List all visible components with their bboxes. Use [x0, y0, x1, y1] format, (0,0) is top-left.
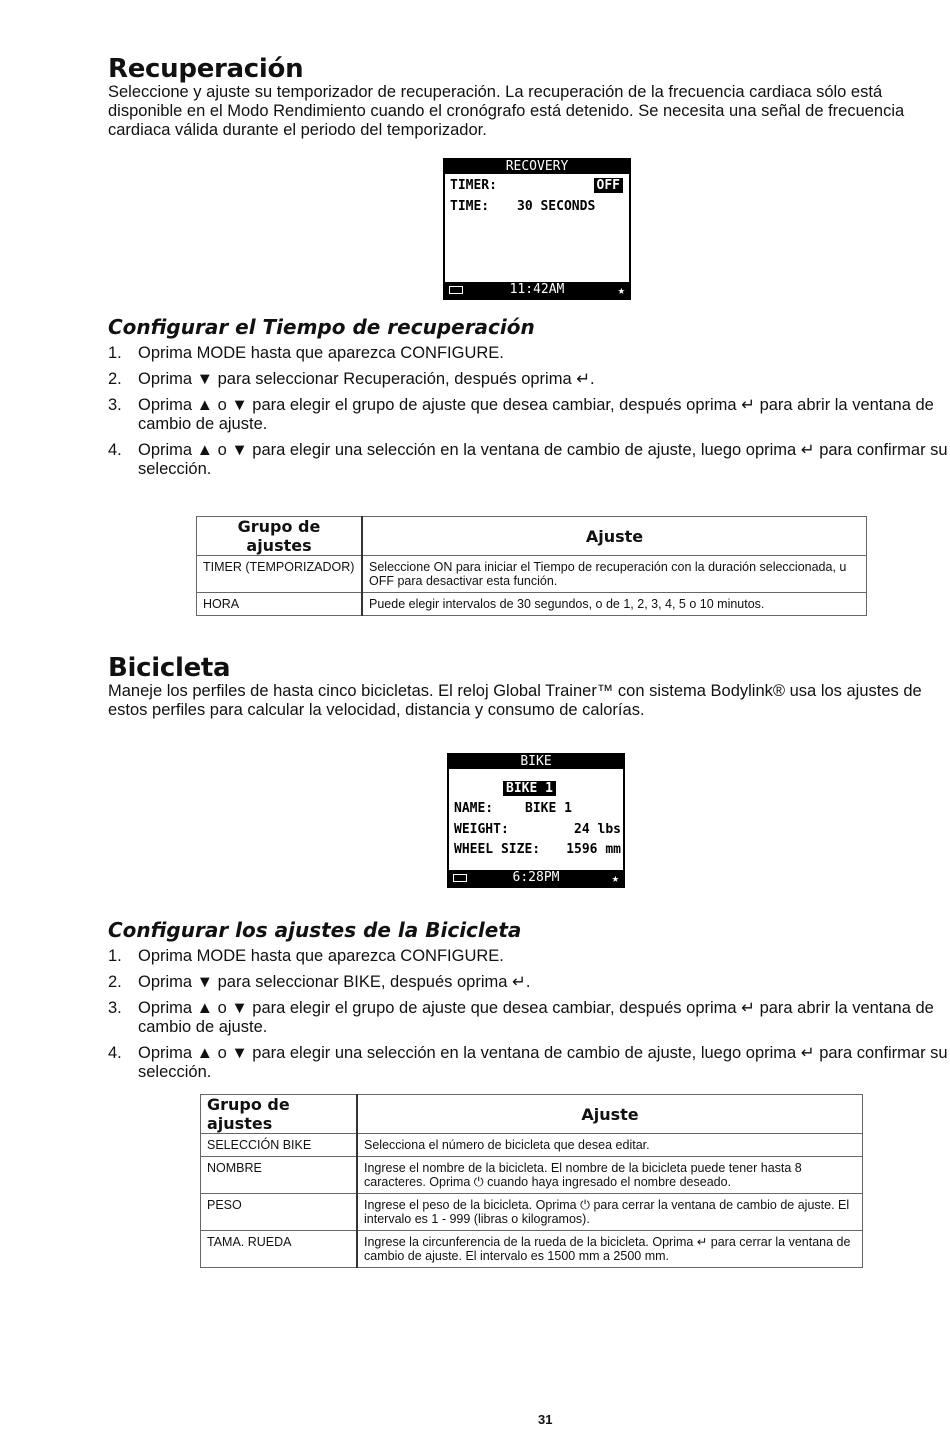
- recovery-clock: 11:42AM: [509, 282, 565, 297]
- recovery-settings-table: [196, 516, 867, 616]
- table-header-row: [197, 517, 867, 556]
- list-item: 3. Oprima ▲ o ▼ para elegir el grupo de ajuste que desea cambiar, después oprima ↵ para abrir la ventana de cambio de ajuste.: [108, 396, 934, 433]
- recovery-screen-header: RECOVERY: [445, 160, 629, 174]
- table-cell: HORA: [197, 593, 363, 616]
- runner-icon: ★: [617, 283, 625, 297]
- bike-clock: 6:28PM: [512, 870, 560, 885]
- bike-selected: BIKE 1: [503, 781, 556, 796]
- table-cell: Selecciona el número de bicicleta que desea editar.: [357, 1134, 863, 1157]
- table-row: [201, 1194, 863, 1231]
- recovery-steps: [108, 344, 948, 486]
- table-cell: Ingrese el peso de la bicicleta. Oprima ⏻ para cerrar la ventana de cambio de ajuste. El intervalo es 1 - 999 (libras o kilogramos).: [357, 1194, 863, 1231]
- table-row: [197, 556, 867, 593]
- table-row: [201, 1134, 863, 1157]
- table-cell: Puede elegir intervalos de 30 segundos, o de 1, 2, 3, 4, 5 o 10 minutos.: [362, 593, 867, 616]
- bike-screen: [447, 753, 625, 888]
- bike-steps: [108, 947, 948, 1089]
- list-item: 2. Oprima ▼ para seleccionar Recuperación, después oprima ↵.: [108, 370, 595, 388]
- recovery-intro: Seleccione y ajuste su temporizador de recuperación. La recuperación de la frecuencia cardiaca sólo está disponible en el Modo Rendimiento cuando el cronógrafo está detenido. Se necesita una señal de frecuencia cardiaca válida durante el periodo del temporizador.: [108, 83, 905, 139]
- battery-icon: [453, 874, 467, 882]
- bike-heading: Bicicleta: [108, 653, 231, 683]
- list-item: 2. Oprima ▼ para seleccionar BIKE, después oprima ↵.: [108, 973, 531, 991]
- list-item: 4. Oprima ▲ o ▼ para elegir una selección en la ventana de cambio de ajuste, luego oprima ↵ para confirmar su selección.: [108, 441, 948, 478]
- wheel-label: WHEEL SIZE:: [454, 842, 541, 857]
- weight-value: 24 lbs: [574, 822, 621, 837]
- timer-value: OFF: [594, 178, 623, 193]
- runner-icon: ★: [611, 871, 619, 885]
- list-item: 3. Oprima ▲ o ▼ para elegir el grupo de ajuste que desea cambiar, después oprima ↵ para abrir la ventana de cambio de ajuste.: [108, 999, 934, 1036]
- name-label: NAME:: [454, 801, 494, 816]
- battery-icon: [449, 286, 463, 294]
- recovery-screen: [443, 158, 631, 300]
- time-label: TIME:: [450, 199, 490, 214]
- column-header: Ajuste: [362, 517, 867, 556]
- table-cell: Ingrese la circunferencia de la rueda de la bicicleta. Oprima ↵ para cerrar la ventana de cambio de ajuste. El intervalo es 1500 mm a 2500 mm.: [357, 1231, 863, 1268]
- recovery-heading: Recuperación: [108, 54, 304, 84]
- table-cell: TAMA. RUEDA: [201, 1231, 358, 1268]
- list-item: 1. Oprima MODE hasta que aparezca CONFIGURE.: [108, 947, 504, 965]
- table-cell: PESO: [201, 1194, 358, 1231]
- table-cell: Ingrese el nombre de la bicicleta. El nombre de la bicicleta puede tener hasta 8 caracteres. Oprima ⏻ cuando haya ingresado el nombre deseado.: [357, 1157, 863, 1194]
- timer-label: TIMER:: [450, 178, 497, 193]
- bike-screen-header: BIKE: [449, 755, 623, 769]
- table-cell: SELECCIÓN BIKE: [201, 1134, 358, 1157]
- bike-screen-footer: [449, 870, 623, 886]
- table-cell: TIMER (TEMPORIZADOR): [197, 556, 363, 593]
- bike-settings-table: [200, 1094, 863, 1268]
- list-item: 4. Oprima ▲ o ▼ para elegir una selección en la ventana de cambio de ajuste, luego oprima ↵ para confirmar su selección.: [108, 1044, 948, 1081]
- table-header-row: [201, 1095, 863, 1134]
- table-row: [201, 1231, 863, 1268]
- time-value: 30 SECONDS: [517, 199, 596, 214]
- table-row: [201, 1157, 863, 1194]
- list-item: 1. Oprima MODE hasta que aparezca CONFIGURE.: [108, 344, 504, 362]
- page-number: 31: [538, 1412, 553, 1427]
- column-header: Grupo de ajustes: [197, 517, 363, 556]
- column-header: Ajuste: [357, 1095, 863, 1134]
- wheel-value: 1596 mm: [566, 842, 621, 857]
- table-cell: Seleccione ON para iniciar el Tiempo de recuperación con la duración seleccionada, u OFF para desactivar esta función.: [362, 556, 867, 593]
- recovery-screen-footer: [445, 282, 629, 298]
- name-value: BIKE 1: [525, 801, 572, 816]
- bike-config-heading: Configurar los ajustes de la Bicicleta: [108, 918, 522, 942]
- column-header: Grupo de ajustes: [201, 1095, 358, 1134]
- recovery-config-heading: Configurar el Tiempo de recuperación: [108, 315, 535, 339]
- table-cell: NOMBRE: [201, 1157, 358, 1194]
- bike-intro: Maneje los perfiles de hasta cinco bicicletas. El reloj Global Trainer™ con sistema Bodylink® usa los ajustes de estos perfiles para calcular la velocidad, distancia y consumo de calorías.: [108, 682, 922, 719]
- table-row: [197, 593, 867, 616]
- weight-label: WEIGHT:: [454, 822, 509, 837]
